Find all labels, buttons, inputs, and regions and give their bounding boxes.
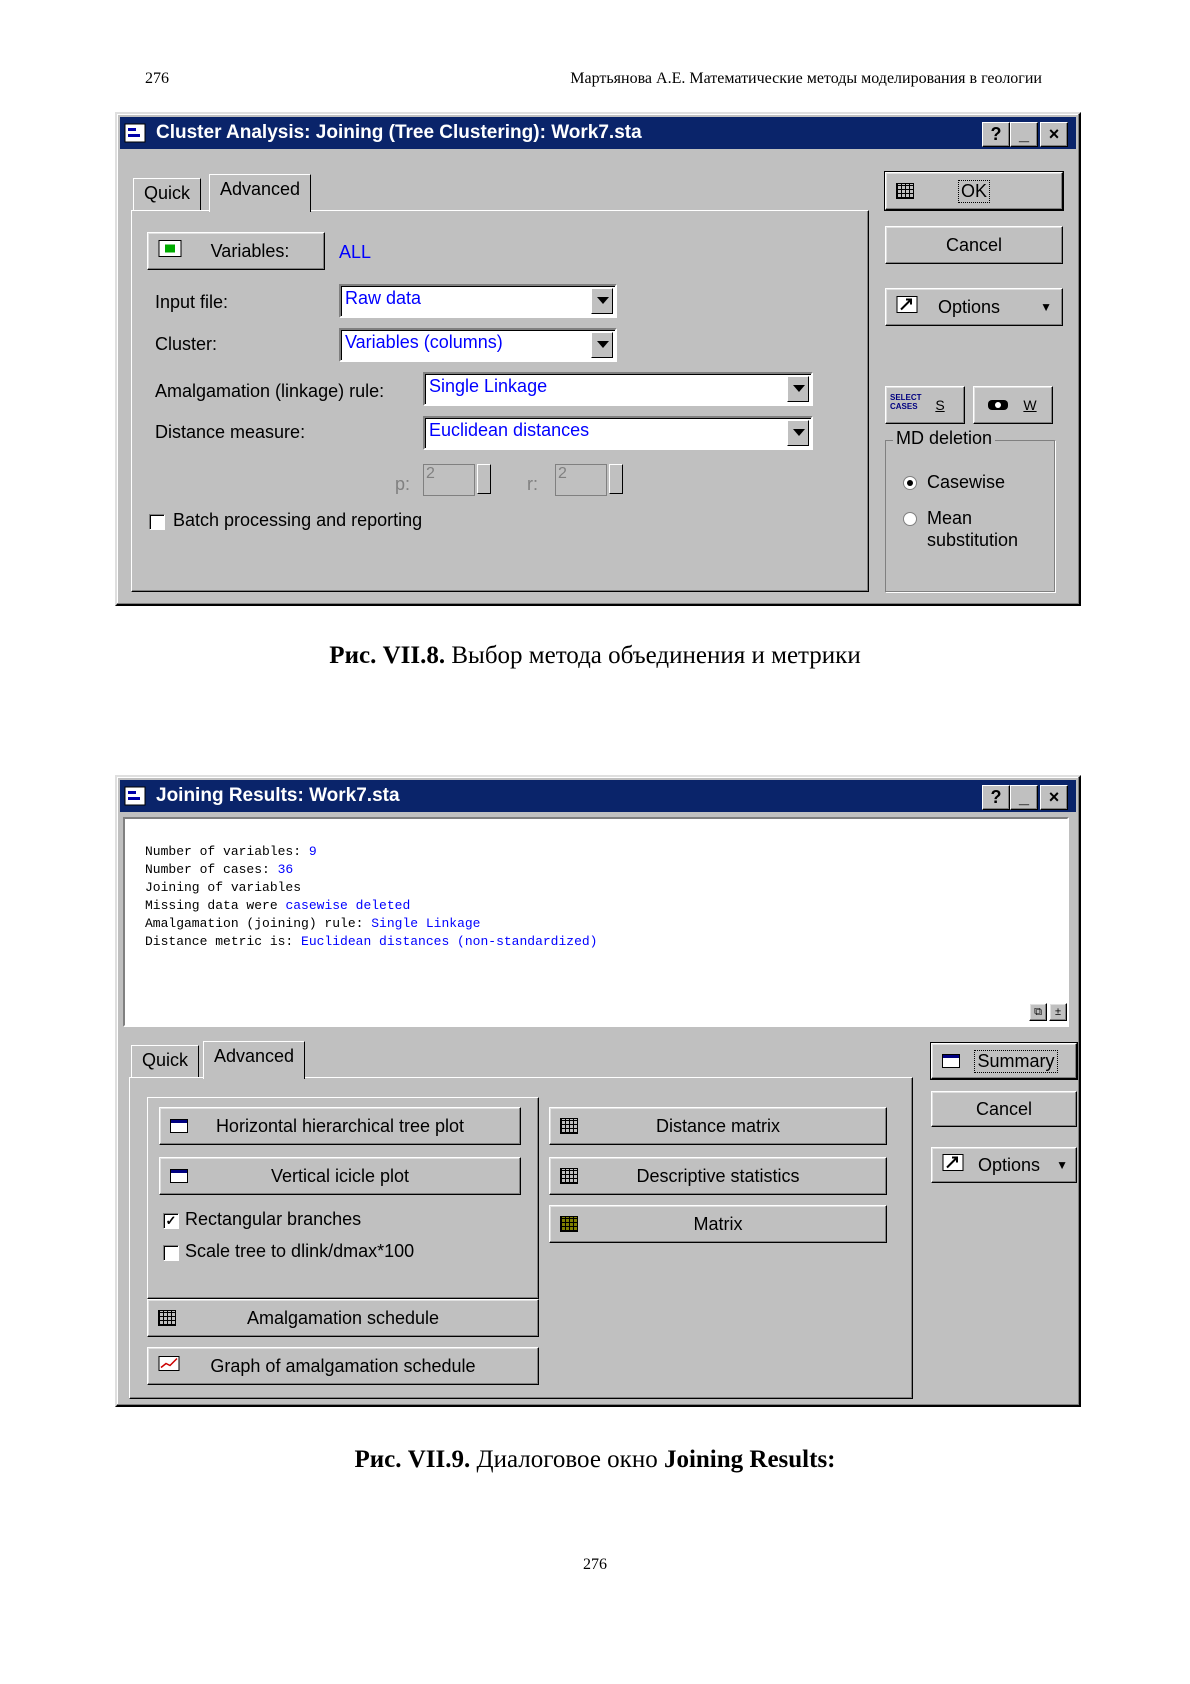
dialog2-titlebar[interactable]: [120, 780, 1076, 812]
close-button[interactable]: ×: [1040, 785, 1068, 810]
distance-measure-select[interactable]: [423, 416, 813, 450]
p-spinner-arrows: [477, 464, 491, 494]
summary-button[interactable]: [931, 1043, 1077, 1079]
figure-caption-2: [0, 1446, 1190, 1474]
r-label: r:: [527, 474, 538, 494]
mean-label: Mean: [927, 508, 973, 528]
distance-matrix-button[interactable]: [549, 1107, 887, 1145]
chevron-down-icon: ▼: [1040, 300, 1052, 314]
copy-icon[interactable]: ⧉: [1029, 1003, 1047, 1021]
ok-button[interactable]: [885, 172, 1063, 210]
caption1-label: Рис. VII.8.: [329, 642, 446, 669]
select-cases-button[interactable]: [885, 386, 965, 424]
caption2-text: Диалоговое окно: [470, 1446, 664, 1473]
app-icon: [124, 122, 150, 144]
scale-tree-checkbox[interactable]: [163, 1245, 179, 1261]
chevron-down-icon[interactable]: [787, 420, 809, 446]
caption2-bold-suffix: Joining Results:: [663, 1446, 836, 1473]
s-button-label: S: [935, 397, 945, 413]
variables-value: ALL: [339, 242, 372, 262]
output-line: Number of variables: 9: [145, 844, 317, 859]
output-line: Missing data were casewise deleted: [145, 898, 411, 913]
results-output-area[interactable]: [123, 817, 1069, 1027]
amalgamation-schedule-label: Amalgamation schedule: [246, 1307, 440, 1328]
casewise-label: Casewise: [927, 472, 1006, 492]
output-line: Amalgamation (joining) rule: Single Linkage: [145, 916, 481, 931]
variables-icon: [158, 240, 182, 263]
dialog1-title: Cluster Analysis: Joining (Tree Clustering): Work7.sta: [156, 122, 642, 143]
input-file-select[interactable]: [339, 284, 617, 318]
substitution-label: substitution: [927, 530, 1019, 550]
input-file-value: Raw data: [345, 288, 422, 308]
weight-icon: [986, 395, 1010, 418]
mean-substitution-radio[interactable]: [903, 512, 917, 526]
select-cases-icon: SELECT CASES: [890, 393, 922, 411]
md-deletion-title: MD deletion: [893, 428, 995, 449]
caption1-text: Выбор метода объединения и метрики: [445, 642, 861, 669]
descriptive-stats-button[interactable]: [549, 1157, 887, 1195]
casewise-radio[interactable]: [903, 476, 917, 490]
amalgamation-label: Amalgamation (linkage) rule:: [155, 381, 385, 401]
rectangular-branches-checkbox[interactable]: ✓: [163, 1213, 179, 1229]
ok-button-label: OK: [958, 180, 990, 203]
expand-icon[interactable]: ±: [1049, 1003, 1067, 1021]
p-label: p:: [395, 474, 411, 494]
table-icon: [560, 1118, 578, 1134]
options-button[interactable]: [885, 288, 1063, 326]
rectangular-branches-label: Rectangular branches: [185, 1209, 362, 1229]
options-icon: [896, 296, 918, 319]
vertical-icicle-label: Vertical icicle plot: [270, 1165, 410, 1186]
page-number-bottom: 276: [583, 1556, 607, 1573]
chevron-down-icon[interactable]: [591, 288, 613, 314]
figure-caption-1: [0, 642, 1190, 670]
output-line: Distance metric is: Euclidean distances (non-standardized): [145, 934, 598, 949]
dialog1-titlebar[interactable]: [120, 117, 1076, 149]
weight-button[interactable]: [973, 386, 1053, 424]
tree-plot-icon: [170, 1119, 188, 1133]
minimize-button[interactable]: _: [1010, 785, 1038, 810]
output-line: Joining of variables: [145, 880, 302, 895]
cancel-label: Cancel: [975, 1098, 1033, 1119]
tab-advanced[interactable]: Advanced: [209, 174, 311, 212]
matrix-button[interactable]: [549, 1205, 887, 1243]
ok-icon: [896, 183, 914, 199]
horizontal-tree-label: Horizontal hierarchical tree plot: [215, 1115, 465, 1136]
variables-button-label: Variables:: [210, 240, 290, 261]
descriptive-stats-label: Descriptive statistics: [636, 1165, 800, 1186]
graph-amalgamation-button[interactable]: [147, 1347, 539, 1385]
chevron-down-icon[interactable]: [787, 376, 809, 402]
graph-amalgamation-label: Graph of amalgamation schedule: [210, 1355, 476, 1376]
options-button-label: Options: [937, 296, 1001, 317]
p-spinner: 2: [423, 464, 475, 496]
w-button-label: W: [1023, 397, 1037, 413]
table-icon: [158, 1310, 176, 1326]
cancel-button[interactable]: [931, 1091, 1077, 1127]
summary-icon: [942, 1054, 960, 1068]
cancel-button-label: Cancel: [945, 234, 1003, 255]
summary-label: Summary: [974, 1050, 1057, 1073]
chevron-down-icon[interactable]: [591, 332, 613, 358]
cluster-value: Variables (columns): [345, 332, 503, 352]
tab-quick[interactable]: Quick: [133, 178, 201, 210]
chevron-down-icon: ▼: [1056, 1158, 1068, 1172]
minimize-button[interactable]: _: [1010, 122, 1038, 147]
matrix-label: Matrix: [693, 1213, 743, 1234]
distance-measure-label: Distance measure:: [155, 422, 306, 442]
running-title: Мартьянова А.Е. Математические методы моделирования в геологии: [570, 70, 1042, 87]
dialog2-title: Joining Results: Work7.sta: [156, 785, 400, 806]
batch-checkbox[interactable]: [149, 514, 165, 530]
input-file-label: Input file:: [155, 292, 229, 312]
close-button[interactable]: ×: [1040, 122, 1068, 147]
help-button[interactable]: ?: [982, 122, 1010, 147]
scale-tree-label: Scale tree to dlink/dmax*100: [185, 1241, 415, 1261]
cluster-label: Cluster:: [155, 334, 218, 354]
icicle-plot-icon: [170, 1169, 188, 1183]
cluster-select[interactable]: [339, 328, 617, 362]
distance-measure-value: Euclidean distances: [429, 420, 590, 440]
options-button[interactable]: [931, 1147, 1077, 1183]
cancel-button[interactable]: [885, 226, 1063, 264]
output-line: Number of cases: 36: [145, 862, 294, 877]
cluster-analysis-dialog: [115, 112, 1081, 606]
matrix-icon: [560, 1216, 578, 1232]
options-label: Options: [977, 1154, 1041, 1175]
app-icon: [124, 785, 150, 807]
table-icon: [560, 1168, 578, 1184]
options-icon: [942, 1154, 964, 1177]
amalgamation-value: Single Linkage: [429, 376, 548, 396]
vertical-icicle-button[interactable]: [159, 1157, 521, 1195]
r-spinner: 2: [555, 464, 607, 496]
results-text: [145, 843, 597, 951]
amalgamation-schedule-button[interactable]: [147, 1299, 539, 1337]
distance-matrix-label: Distance matrix: [655, 1115, 781, 1136]
amalgamation-select[interactable]: [423, 372, 813, 406]
variables-button[interactable]: [147, 232, 325, 270]
joining-results-dialog: [115, 775, 1081, 1407]
batch-label: Batch processing and reporting: [173, 510, 423, 530]
r-spinner-arrows: [609, 464, 623, 494]
horizontal-tree-button[interactable]: [159, 1107, 521, 1145]
tab-advanced[interactable]: Advanced: [203, 1041, 305, 1079]
tab-quick[interactable]: Quick: [131, 1045, 199, 1077]
caption2-label: Рис. VII.9.: [354, 1446, 471, 1473]
graph-icon: [158, 1356, 180, 1377]
page-number-top: 276: [145, 70, 169, 87]
help-button[interactable]: ?: [982, 785, 1010, 810]
